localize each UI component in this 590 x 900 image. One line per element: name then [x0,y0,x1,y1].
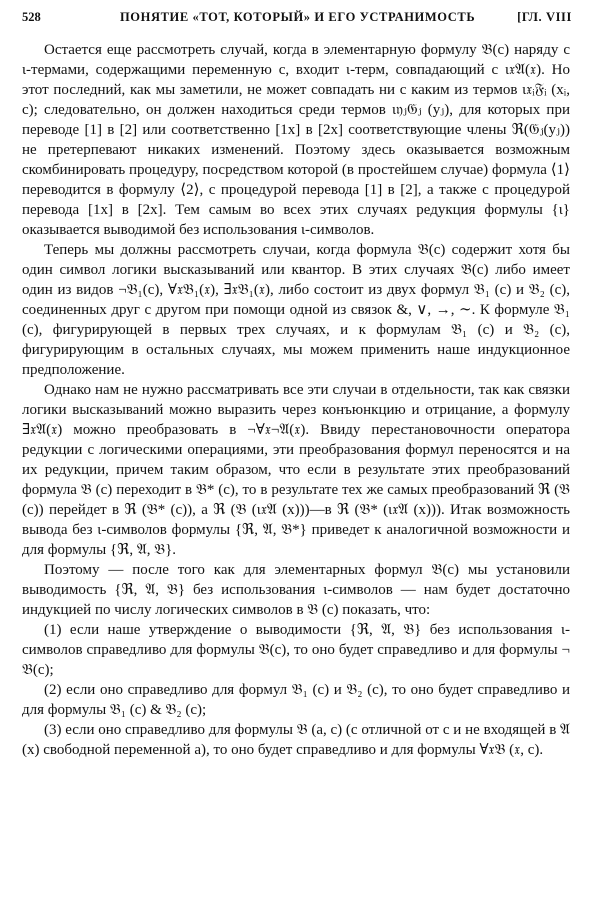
body-text [22,40,570,760]
running-title: ПОНЯТИЕ «ТОТ, КОТОРЫЙ» И ЕГО УСТРАНИМОСТЬ [119,10,476,24]
paragraph: Остается еще рассмотреть случай, когда в элементарную формулу 𝔅(c) наряду с ι-термами, содержащими переменную c, входит ι-терм, совпадающий с ι𝔵𝔄(𝔵). Но этот последний, как мы заметили, не может совпадать ни с каким из термов ι𝔵ᵢ𝔉ᵢ (xᵢ, c); следовательно, он должен находиться среди термов ι𝔶ⱼ𝔊ⱼ (yⱼ), для которых при переводе [1] в [2] или соответственно [1x] в [2x] соответствующие члены ℜ(𝔊ⱼ(yⱼ)) не претерпевают никаких изменений. Поэтому здесь оказывается возможным скомбинировать процедуру, посредством которой (в простейшем случае) формула ⟨1⟩ переводится в формулу ⟨2⟩, с процедурой перевода [1] в [2], а также с процедурой перевода [1x] в [2x]. Тем самым во всех этих случаях редукция формулы {ι} оказывается выводимой без использования ι-символов. [22,42,570,238]
list-item: (2) если оно справедливо для формул 𝔅₁ (c) и 𝔅₂ (c), то оно будет справедливо и для формулы 𝔅₁ (c) & 𝔅₂ (c); [22,682,570,718]
paragraph: Поэтому — после того как для элементарных формул 𝔅(c) мы установили выводимость {ℜ, 𝔄, 𝔅} без использования ι-символов — нам будет достаточно индукцией по числу логических символов в 𝔅 (c) показать, что: [22,562,570,618]
paragraph: Однако нам не нужно рассматривать все эти случаи в отдельности, так как связки логики высказываний можно выразить через конъюнкцию и отрицание, а формулу ∃𝔵𝔄(𝔵) можно преобразовать в ¬∀𝔵¬𝔄(𝔵). Ввиду перестановочности оператора редукции с логическими операциями, эти преобразования формул переносятся и на их редукции, причем таким образом, что если в результате этих преобразований формула 𝔅 (c) переходит в 𝔅* (c), то в результате тех же самых преобразований ℜ (𝔅 (c)) перейдет в ℜ (𝔅* (c)), а ℜ (𝔅 (ι𝔵𝔄 (x)))—в ℜ (𝔅* (ι𝔵𝔄 (x))). Итак возможность вывода без ι-символов формулы {ℜ, 𝔄, 𝔅*} приведет к аналогичной возможности и для формулы {ℜ, 𝔄, 𝔅}. [22,382,570,558]
chapter-marker: [ГЛ. VIII [517,10,572,24]
paragraph: Теперь мы должны рассмотреть случаи, когда формула 𝔅(c) содержит хотя бы один символ логики высказываний или квантор. В этих случаях 𝔅(c) либо имеет один из видов ¬𝔅₁(c), ∀𝔵𝔅₁(𝔵), ∃𝔵𝔅₁(𝔵), либо состоит из двух формул 𝔅₁ (c) и 𝔅₂ (c), соединенных друг с другом при помощи одной из связок &, ∨, →, ∼. К формуле 𝔅₁ (c), фигурирующей в первых трех случаях, и к формулам 𝔅₁ (c) и 𝔅₂ (c), фигурирующим в остальных случаях, мы можем применить наше индукционное предположение. [22,242,570,378]
list-item: (1) если наше утверждение о выводимости {ℜ, 𝔄, 𝔅} без использования ι-символов справедливо для формулы 𝔅(c), то оно будет справедливо и для формулы ¬ 𝔅(c); [22,622,570,678]
page-number: 528 [22,10,41,24]
running-header [22,10,572,25]
list-item: (3) если оно справедливо для формулы 𝔅 (a, c) (с отличной от c и не входящей в 𝔄 (x) свободной переменной a), то оно будет справедливо и для формулы ∀𝔵𝔅 (𝔵, c). [22,722,570,758]
